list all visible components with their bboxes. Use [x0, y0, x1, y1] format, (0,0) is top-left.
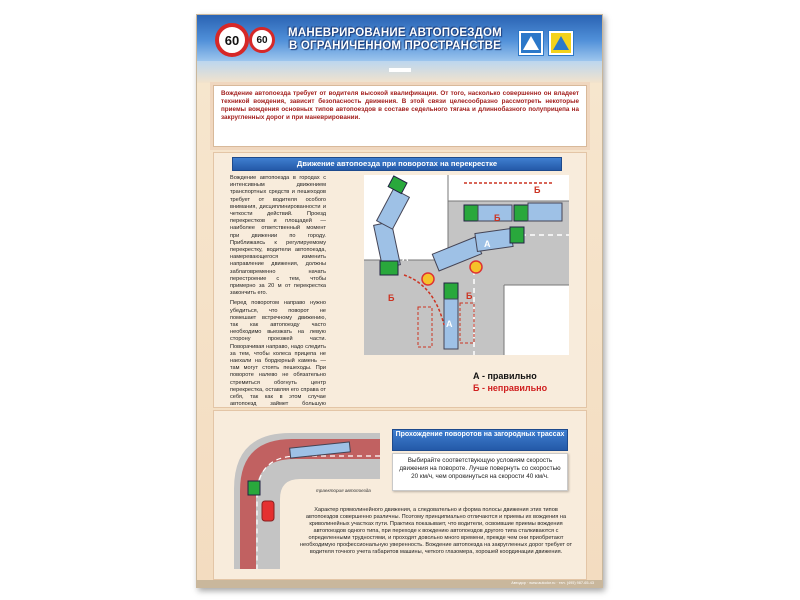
pedestrian-crossing-yellow-sign-icon: [549, 31, 573, 55]
oncoming-car-icon: [262, 501, 274, 521]
footer-text: Автодор · www.autodor.ru · тел. (495) 987-65-43: [511, 581, 594, 585]
speed-limit-value: 60: [224, 32, 240, 48]
diagram-label-b4: Б: [534, 185, 541, 195]
legend-incorrect: Б - неправильно: [473, 383, 548, 393]
collision-right-icon: [470, 261, 482, 273]
section-intersection-heading: Движение автопоезда при поворотах на перекрестке: [232, 157, 562, 171]
pedestrian-crossing-sign-icon: [519, 31, 543, 55]
poster-footer: [197, 580, 602, 588]
section-intersection: [213, 152, 587, 408]
speed-limit-sign-icon: [215, 23, 249, 57]
header-road-strip: [197, 61, 602, 83]
intersection-diagram: [364, 175, 569, 355]
section-country-roads: [213, 410, 587, 580]
speed-limit-sign-small-icon: [249, 27, 275, 53]
diagram-label-a2: А: [484, 239, 491, 249]
road-marking-icon: [389, 68, 411, 72]
poster: [196, 14, 603, 588]
speed-advice-text: Выбирайте соответствующую условиям скорость движения на повороте. Лучше повернуть со скоростью 20 км/ч, чем опрокинуться на скорости 40 км/ч.: [399, 457, 561, 480]
trajectory-label: траектория автопоезда: [316, 488, 371, 493]
speed-advice-callout: [392, 453, 568, 491]
intro-text: Вождение автопоезда требует от водителя высокой квалификации. От того, насколько совершенно он владеет техникой вождения, зависит безопасность движения. В этой связи целесообразно рассмотреть некоторые приемы вождения основных типов автопоездов в составе седельного тягача и длиннобазного полуприцепа на закругленных дорог и при маневрировании.: [221, 90, 579, 121]
section-intersection-paragraph-1: Вождение автопоезда в городах с интенсивным движением транспортных средств и пешеходов требует от водителя особого внимания, дисциплинированности и четкости действий. Проезд перекрестков и площадей — наиболее ответственный момент при движении по городу. Приближаясь к регулируемому перекрестку, водители автопоезда, намеревающегося изменить направление движения, должны заблаговременно начать перестроение с тем, чтобы примерно за 20 м от перекрестка закончить его.: [230, 175, 326, 297]
collision-left-icon: [422, 273, 434, 285]
intro-box: [213, 85, 587, 147]
diagram-label-b3: Б: [494, 213, 501, 223]
diagram-label-b1: Б: [388, 293, 395, 303]
section-country-roads-text: Характер прямолинейного движения, а следовательно и форма полосы движения этих типов автопоездов совершенно различны. Поэтому принципиально отличаются и приемы их вождения на криволинейных участках пути. Практика показывает, что водители, освоившие приемы вождения автопоездов одного типа, при переходе к вождению автопоездов другого типа сталкиваются с определенными трудностями, и проходят довольно много времени, прежде чем они приобретают необходимую профессиональную уверенность. Вождение автопоезда на закругленных дорог требует от водителя точного учета габаритов машины, четкого глазомера, хорошей координации движения.: [299, 507, 573, 555]
diagram-label-a1: А: [402, 253, 409, 263]
diagram-label-b2: Б: [466, 291, 473, 301]
section-country-roads-heading: Прохождение поворотов на загородных трассах: [392, 429, 568, 451]
legend-correct: А - правильно: [473, 371, 537, 381]
speed-limit-value-small: 60: [256, 34, 268, 46]
poster-title: МАНЕВРИРОВАНИЕ АВТОПОЕЗДОМ В ОГРАНИЧЕННОМ ПРОСТРАНСТВЕ: [288, 27, 502, 52]
section-intersection-paragraph-2: Перед поворотом направо нужно убедиться, что поворот не помешает встречному движению, так как автопоезду часто необходимо выезжать на левую сторону проезжей части. Поворачивая направо, надо следить за тем, чтобы колеса прицепа не наехали на бордюрный камень — там могут стоять пешеходы. При повороте налево не обязательно стремиться обогнуть центр перекрестка, оставляя его справа от себя, так как в этом случае автопоезд займет большую: [230, 300, 326, 408]
diagram-label-a3: А: [446, 319, 453, 329]
section-intersection-text: [230, 175, 326, 437]
